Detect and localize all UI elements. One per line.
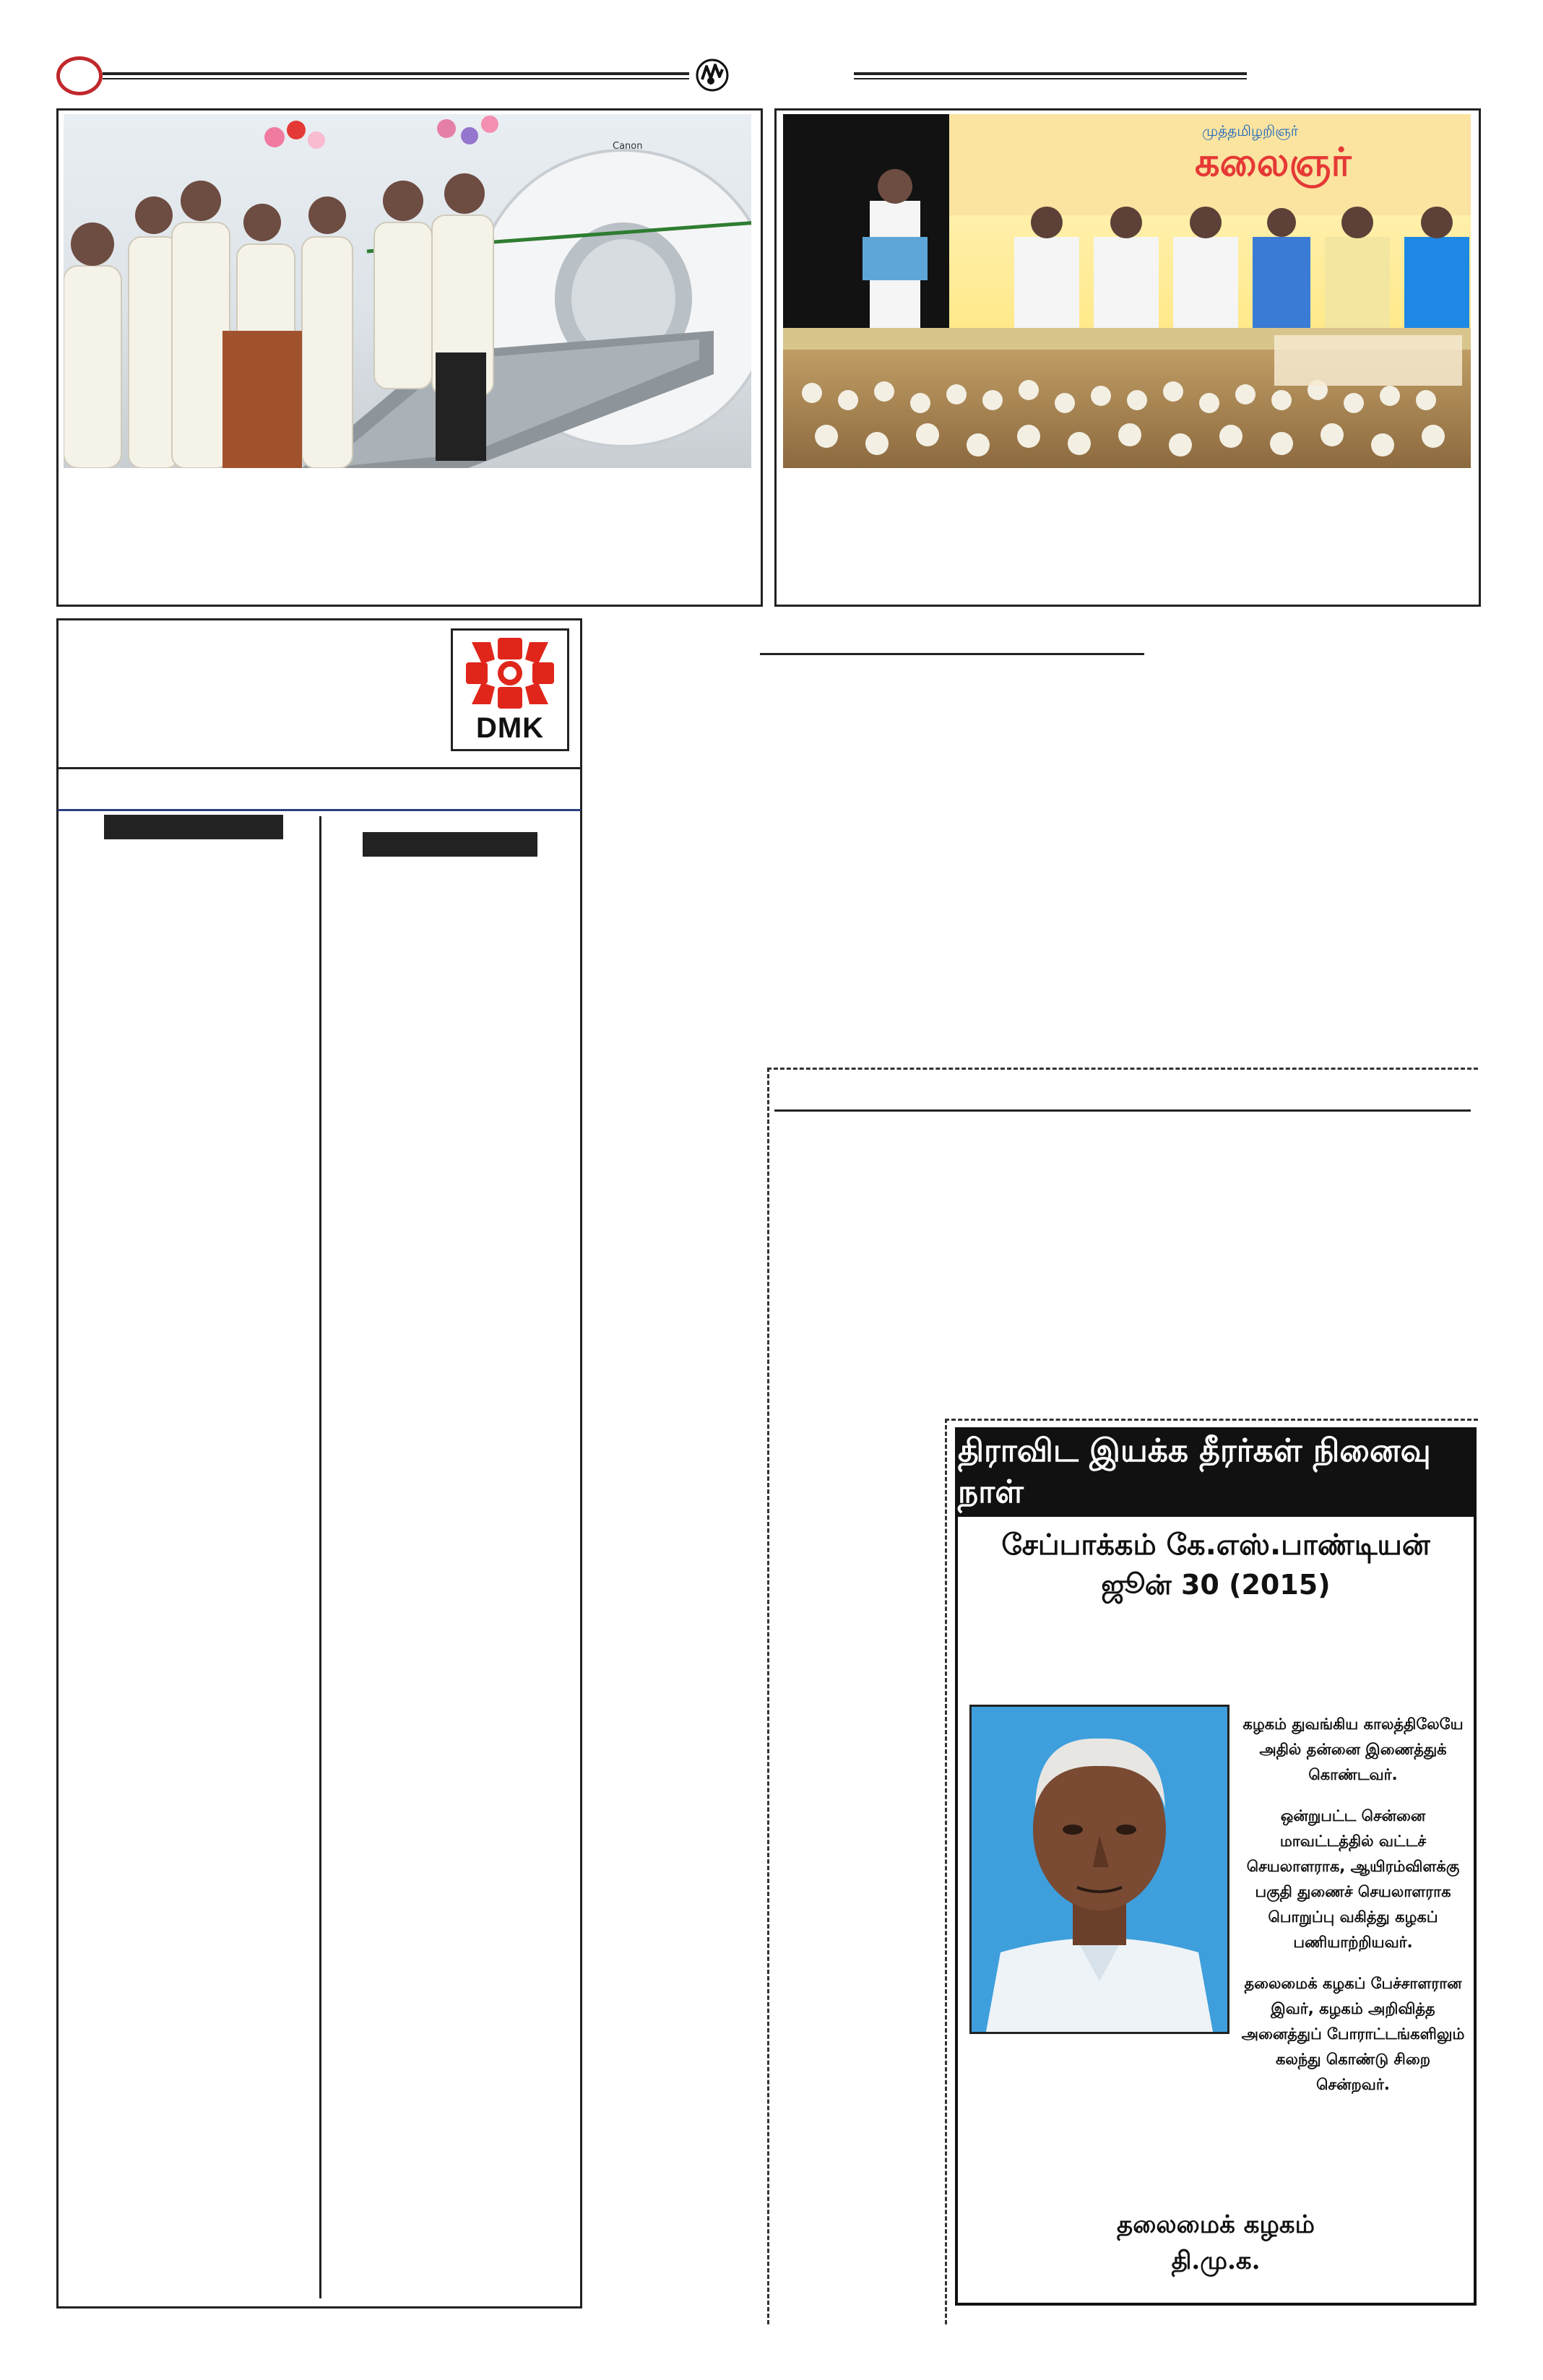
header-rule-left [103, 72, 689, 75]
header-rule-right-thin [854, 78, 1247, 79]
memorial-banner [958, 1430, 1474, 1517]
dmk-logo [451, 628, 569, 751]
rising-sun-emblem-icon [695, 58, 730, 92]
memorial-date: ஜூன் 30 (2015) [1101, 1569, 1331, 1601]
photo-stage-event [783, 114, 1471, 328]
left-box-divider [58, 767, 581, 769]
memorial-name: சேப்பாக்கம் கே.எஸ்.பாண்டியன் [1001, 1528, 1430, 1562]
column-separator [319, 816, 321, 2298]
memorial-bio [1241, 1712, 1465, 2098]
banner-subtext: முத்தமிழறிஞர் [1202, 122, 1299, 139]
scanner-brand-text: Canon [613, 141, 643, 152]
memorial-footer-party: தி.மு.க. [1171, 2246, 1261, 2275]
header-rule-right [854, 72, 1247, 75]
memorial-notice [955, 1427, 1477, 2306]
page-number-badge [56, 56, 103, 95]
bio-paragraph-1: கழகம் துவங்கிய காலத்திலேயே அதில் தன்னை இணைத்துக் கொண்டவர். [1242, 1715, 1464, 1783]
article-heading-rule [760, 653, 1144, 655]
right-column-heading-bar [363, 832, 537, 857]
banner-title-text: கலைஞர் [1195, 139, 1352, 185]
memorial-portrait [969, 1705, 1229, 2034]
photo-scanner-inauguration [64, 114, 751, 468]
bio-paragraph-3: தலைமைக் கழகப் பேச்சாளரான இவர், கழகம் அறிவித்த அனைத்துப் போராட்டங்களிலும் கலந்து கொண்டு சிறை சென்றவர். [1241, 1975, 1465, 2093]
header-rule-left-thin [103, 78, 689, 79]
dmk-logo-text: DMK [475, 712, 545, 744]
left-column-heading-bar [104, 815, 283, 839]
photo-crowd [783, 328, 1471, 468]
bio-paragraph-2: ஒன்றுபட்ட சென்னை மாவட்டத்தில் வட்டச் செயலாளராக, ஆயிரம்விளக்கு பகுதி துணைச் செயலாளராக பொறுப்பு வகித்து கழகப் பணியாற்றியவர். [1246, 1807, 1460, 1951]
dashed-section-rule [774, 1109, 1471, 1112]
memorial-footer-org: தலைமைக் கழகம் [1117, 2210, 1315, 2239]
sun-emblem-icon [453, 633, 567, 713]
left-box-divider-blue [58, 809, 581, 811]
memorial-banner-text: திராவிட இயக்க தீரர்கள் நினைவு நாள் [958, 1432, 1431, 1510]
